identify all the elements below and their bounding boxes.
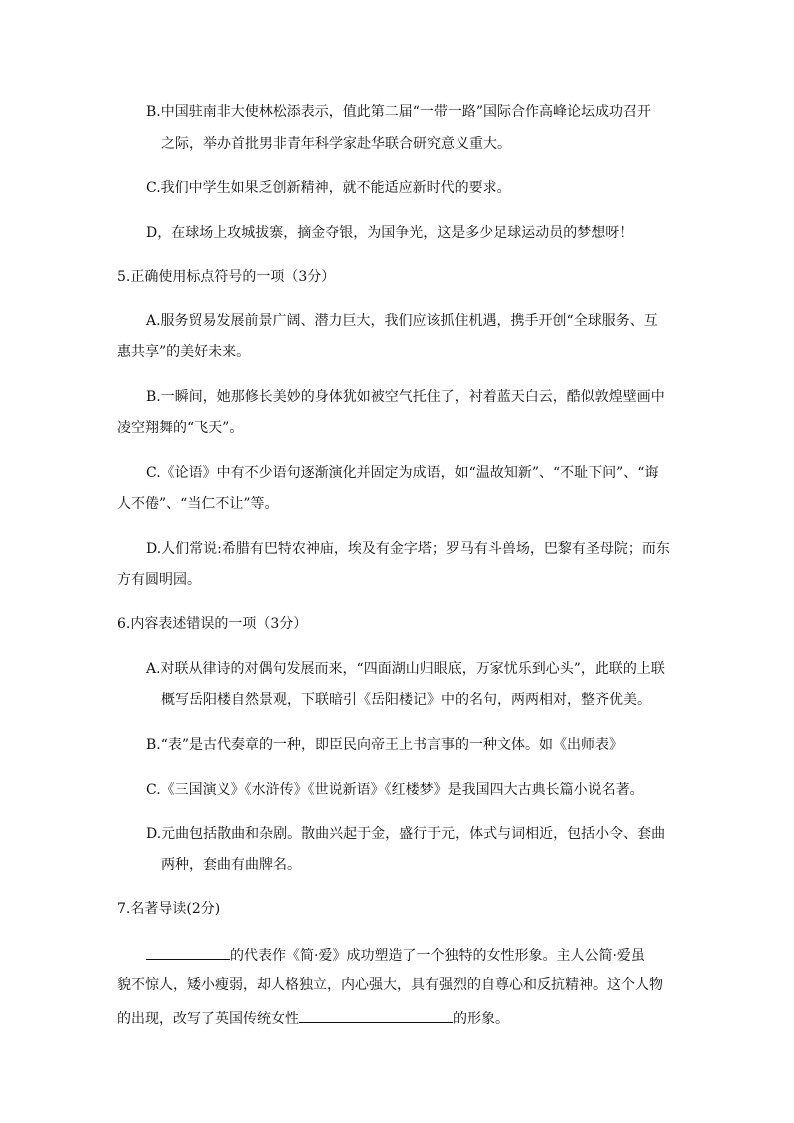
q7-line3-text-after: 的形象。 <box>453 1011 509 1027</box>
q5-option-c-line1: C.《论语》中有不少语句逐渐演化并固定为成语，如“温故知新”、“不耻下问”、“诲 <box>146 465 659 481</box>
q7-author-blank[interactable] <box>146 944 230 960</box>
q6-option-d-line2: 两种，套曲有曲牌名。 <box>161 857 301 873</box>
q5-option-c-line2: 人不倦”、“当仁不让”等。 <box>117 496 279 512</box>
q6-option-b: B.“表”是古代奏章的一种，即臣民向帝王上书言事的一种文体。如《出师表》 <box>146 737 624 753</box>
q5-option-b-line2: 凌空翔舞的“飞天”。 <box>117 420 244 436</box>
q7-paragraph-line3 <box>117 1007 509 1029</box>
q7-line3-text-before: 的出现，改写了英国传统女性 <box>117 1011 299 1027</box>
q4-option-b-line1: B.中国驻南非大使林松添表示，值此第二届“一带一路”国际合作高峰论坛成功召开 <box>146 104 652 120</box>
q4-option-b-line2: 之际，举办首批男非青年科学家赴华联合研究意义重大。 <box>161 136 511 152</box>
q7-line1-text: 的代表作《简·爱》成功塑造了一个独特的女性形象。主人公简·爱虽 <box>230 948 645 964</box>
q5-option-b-line1: B.一瞬间，她那修长美妙的身体犹如被空气托住了，衬着蓝天白云，酷似敦煌壁画中 <box>146 389 665 405</box>
q7-paragraph-line2: 貌不惊人，矮小瘦弱，却人格独立，内心强大，具有强烈的自尊心和反抗精神。这个人物 <box>117 977 663 993</box>
q4-option-d: D，在球场上攻城拔寨，摘金夺银，为国争光，这是多少足球运动员的梦想呀！ <box>146 225 634 241</box>
q4-option-c: C.我们中学生如果乏创新精神，就不能适应新时代的要求。 <box>146 180 511 196</box>
q5-option-d-line1: D.人们常说:希腊有巴特农神庙，埃及有金字塔；罗马有斗兽场，巴黎有圣母院；而东 <box>146 541 670 557</box>
q6-option-c: C.《三国演义》《水浒传》《世说新语》《红楼梦》是我国四大古典长篇小说名著。 <box>146 782 644 798</box>
q7-paragraph-line1 <box>146 944 645 966</box>
q5-option-d-line2: 方有圆明园。 <box>117 572 201 588</box>
q7-title: 7.名著导读(2分) <box>117 901 221 917</box>
q7-image-blank[interactable] <box>299 1007 453 1023</box>
q5-title: 5.正确使用标点符号的一项（3分） <box>117 269 336 285</box>
q5-option-a-line1: A.服务贸易发展前景广阔、潜力巨大，我们应该抓住机遇，携手开创“全球服务、互 <box>146 313 658 329</box>
q5-option-a-line2: 惠共享”的美好未来。 <box>117 344 251 360</box>
q6-title: 6.内容表述错误的一项（3分） <box>117 616 308 632</box>
q6-option-a-line1: A.对联从律诗的对偶句发展而来，“四面湖山归眼底，万家忧乐到心头”，此联的上联 <box>146 661 665 677</box>
q6-option-a-line2: 概写岳阳楼自然景观，下联暗引《岳阳楼记》中的名句，两两相对，整齐优美。 <box>161 692 651 708</box>
q6-option-d-line1: D.元曲包括散曲和杂剧。散曲兴起于金，盛行于元，体式与词相近，包括小令、套曲 <box>146 826 666 842</box>
